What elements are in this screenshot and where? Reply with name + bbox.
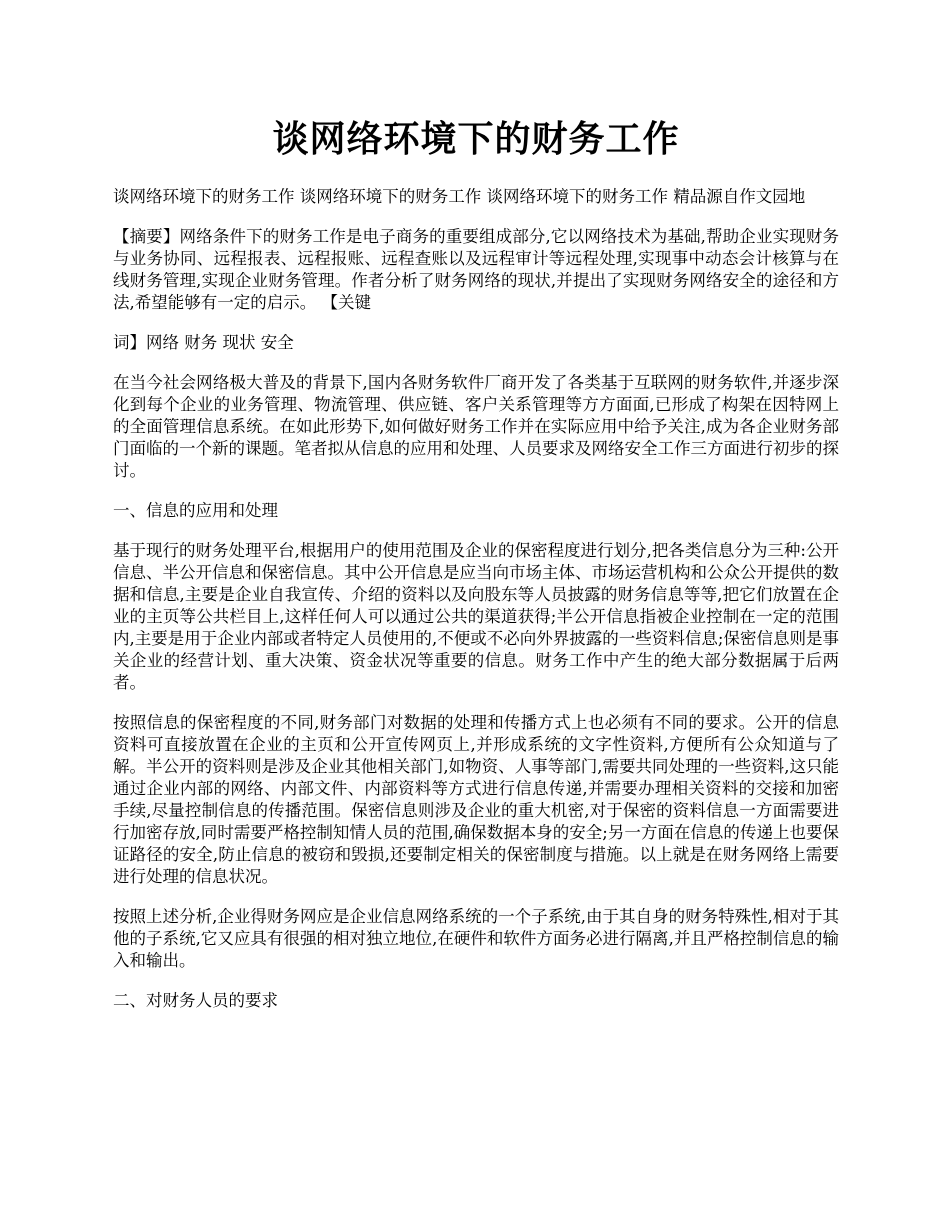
intro-paragraph: 谈网络环境下的财务工作 谈网络环境下的财务工作 谈网络环境下的财务工作 精品源自作文园地 [113,187,806,206]
section-heading-1: 一、信息的应用和处理 [113,501,278,520]
document-page [113,106,839,1030]
body-paragraph-4: 按照上述分析,企业得财务网应是企业信息网络系统的一个子系统,由于其自身的财务特殊性,相对于其他的子系统,它又应具有很强的相对独立地位,在硬件和软件方面务必进行隔离,并且严格控制信息的输入和输出。 [113,907,839,970]
body-paragraph-2: 基于现行的财务处理平台,根据用户的使用范围及企业的保密程度进行划分,把各类信息分为三种:公开信息、半公开信息和保密信息。其中公开信息是应当向市场主体、市场运营机构和公众公开提供的数据和信息,主要是企业自我宣传、介绍的资料以及向股东等人员披露的财务信息等等,把它们放置在企业的主页等公共栏目上,这样任何人可以通过公共的渠道获得;半公开信息指被企业控制在一定的范围内,主要是用于企业内部或者特定人员使用的,不便或不必向外界披露的一些资料信息;保密信息则是事关企业的经营计划、重大决策、资金状况等重要的信息。财务工作中产生的绝大部分数据属于后两者。 [113,541,839,692]
body-paragraph-1: 在当今社会网络极大普及的背景下,国内各财务软件厂商开发了各类基于互联网的财务软件,并逐步深化到每个企业的业务管理、物流管理、供应链、客户关系管理等方方面面,已形成了构架在因特网上的全面管理信息系统。在如此形势下,如何做好财务工作并在实际应用中给予关注,成为各企业财务部门面临的一个新的课题。笔者拟从信息的应用和处理、人员要求及网络安全工作三方面进行初步的探讨。 [113,373,839,480]
abstract-paragraph: 【摘要】网络条件下的财务工作是电子商务的重要组成部分,它以网络技术为基础,帮助企业实现财务与业务协同、远程报表、远程报账、远程查账以及远程审计等远程处理,实现事中动态会计核算与在线财务管理,实现企业财务管理。作者分析了财务网络的现状,并提出了实现财务网络安全的途径和方法,希望能够有一定的启示。 【关键 [113,227,839,312]
document-title: 谈网络环境下的财务工作 [272,118,680,160]
body-paragraph-3: 按照信息的保密程度的不同,财务部门对数据的处理和传播方式上也必须有不同的要求。公开的信息资料可直接放置在企业的主页和公开宣传网页上,并形成系统的文字性资料,方便所有公众知道与了解。半公开的资料则是涉及企业其他相关部门,如物资、人事等部门,需要共同处理的一些资料,这只能通过企业内部的网络、内部文件、内部资料等方式进行信息传递,并需要办理相关资料的交接和加密手续,尽量控制信息的传播范围。保密信息则涉及企业的重大机密,对于保密的资料信息一方面需要进行加密存放,同时需要严格控制知情人员的范围,确保数据本身的安全;另一方面在信息的传递上也要保证路径的安全,防止信息的被窃和毁损,还要制定相关的保密制度与措施。以上就是在财务网络上需要进行处理的信息状况。 [113,713,839,886]
section-heading-2: 二、对财务人员的要求 [113,991,278,1010]
keywords-paragraph: 词】网络 财务 现状 安全 [113,333,294,352]
